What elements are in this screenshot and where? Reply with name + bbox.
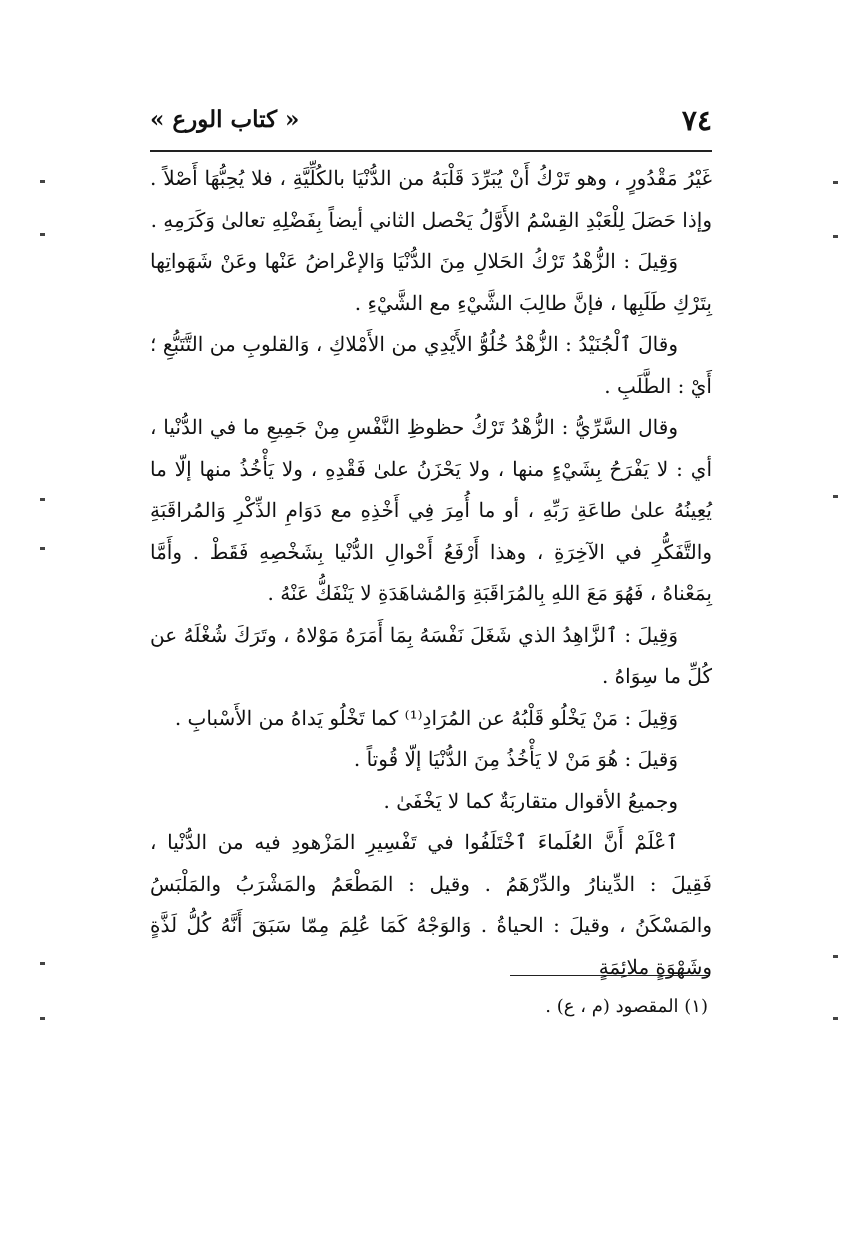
margin-mark (833, 235, 838, 238)
footnote-divider (510, 975, 710, 976)
margin-mark (833, 955, 838, 958)
paragraph: وَقِيلَ : ٱلزَّاهِدُ الذي شَغَلَ نَفْسَهُ بِمَا أَمَرَهُ مَوْلاهُ ، وتَرَكَ شُغْلَهُ عن كُلِّ ما سِوَاهُ . (150, 622, 712, 688)
margin-mark (833, 181, 838, 184)
paragraph: وقالَ ٱلْجُنَيْدُ : الزُّهْدُ خُلُوُّ الأَيْدِي من الأَمْلاكِ ، وَالقلوبِ من التَّتَبُّعِ ؛ أَيْ : الطَّلَبِ . (150, 332, 712, 398)
margin-mark (40, 962, 45, 965)
margin-mark (833, 1017, 838, 1020)
margin-mark (40, 233, 45, 236)
paragraph: وَقِيلَ : الزُّهْدُ تَرْكُ الحَلالِ مِنَ الدُّنْيَا وَالإعْراضُ عَنْها وعَنْ شَهَواتِها بِتَرْكِ طَلَبِها ، فإنَّ طالِبَ الشَّيْءِ مع الشَّيْءِ . (150, 249, 712, 315)
margin-mark (40, 547, 45, 550)
main-text (150, 158, 712, 988)
page-header (150, 104, 712, 144)
paragraph: وَقِيلَ : مَنْ يَخْلُو قَلْبُهُ عن المُرَادِ⁽¹⁾ كما تَخْلُو يَداهُ من الأَسْبابِ . (174, 705, 678, 730)
paragraph: ٱعْلَمْ أَنَّ العُلَماءَ ٱخْتَلَفُوا في تَفْسِيرِ المَزْهودِ فيه من الدُّنْيا ، فَقِيلَ : الدِّينارُ والدِّرْهَمُ . وقيل : المَطْعَمُ والمَشْرَبُ والمَلْبَسُ والمَسْكَنُ ، وقيلَ : الحياةُ . وَالوَجْهُ كَمَا عُلِمَ مِمّا سَبَقَ أَنَّهُ كُلُّ لَذَّةٍ وشَهْوَةٍ ملائِمَةٍ (150, 830, 712, 979)
margin-mark (40, 180, 45, 183)
running-title: « كتاب الورع » (150, 106, 300, 133)
margin-mark (833, 495, 838, 498)
page-number: ٧٤ (681, 104, 712, 137)
header-divider (150, 150, 712, 152)
paragraph: وقال السَّرِّيُّ : الزُّهْدُ تَرْكُ حظوظِ النَّفْسِ مِنْ جَمِيعِ ما في الدُّنْيا ، أي : لا يَفْرَحُ بِشَيْءٍ منها ، ولا يَحْزَنُ علىٰ فَقْدِهِ ، ولا يَأْخُذُ منها إلّا ما يُعِينُهُ علىٰ طاعَةِ رَبِّهِ ، أو ما أُمِرَ فِي أَخْذِهِ مع دَوَامِ الذِّكْرِ وَالمُراقَبَةِ والتَّفَكُّرِ في الآخِرَةِ ، وهذا أَرْفَعُ أَحْوالِ الدُّنْيا بِشَخْصِهِ فَقَطْ . وأَمَّا بِمَعْناهُ ، فَهُوَ مَعَ اللهِ بِالمُرَاقَبَةِ وَالمُشاهَدَةِ لا يَنْفَكُّ عَنْهُ . (150, 415, 712, 605)
paragraph: وَقيلَ : هُوَ مَنْ لا يَأْخُذُ مِنَ الدُّنْيَا إلّا قُوتاً . (353, 747, 678, 771)
footnote: (١) المقصود (م ، ع) . (545, 996, 708, 1017)
margin-mark (40, 1017, 45, 1020)
margin-mark (40, 498, 45, 501)
paragraph: وجميعُ الأقوال متقاربَةٌ كما لا يَخْفَىٰ . (383, 788, 678, 813)
paragraph: غَيْرُ مَقْدُورٍ ، وهو تَرْكُ أَنْ يُبَرِّدَ قَلْبَهُ من الدُّنْيَا بالكُلِّيَّةِ ، فلا يُحِبُّهَا أَصْلاً . وإذا حَصَلَ لِلْعَبْدِ القِسْمُ الأَوَّلُ يَحْصل الثاني أيضاً بِفَضْلِهِ تعالىٰ وَكَرَمِهِ . (150, 166, 712, 232)
